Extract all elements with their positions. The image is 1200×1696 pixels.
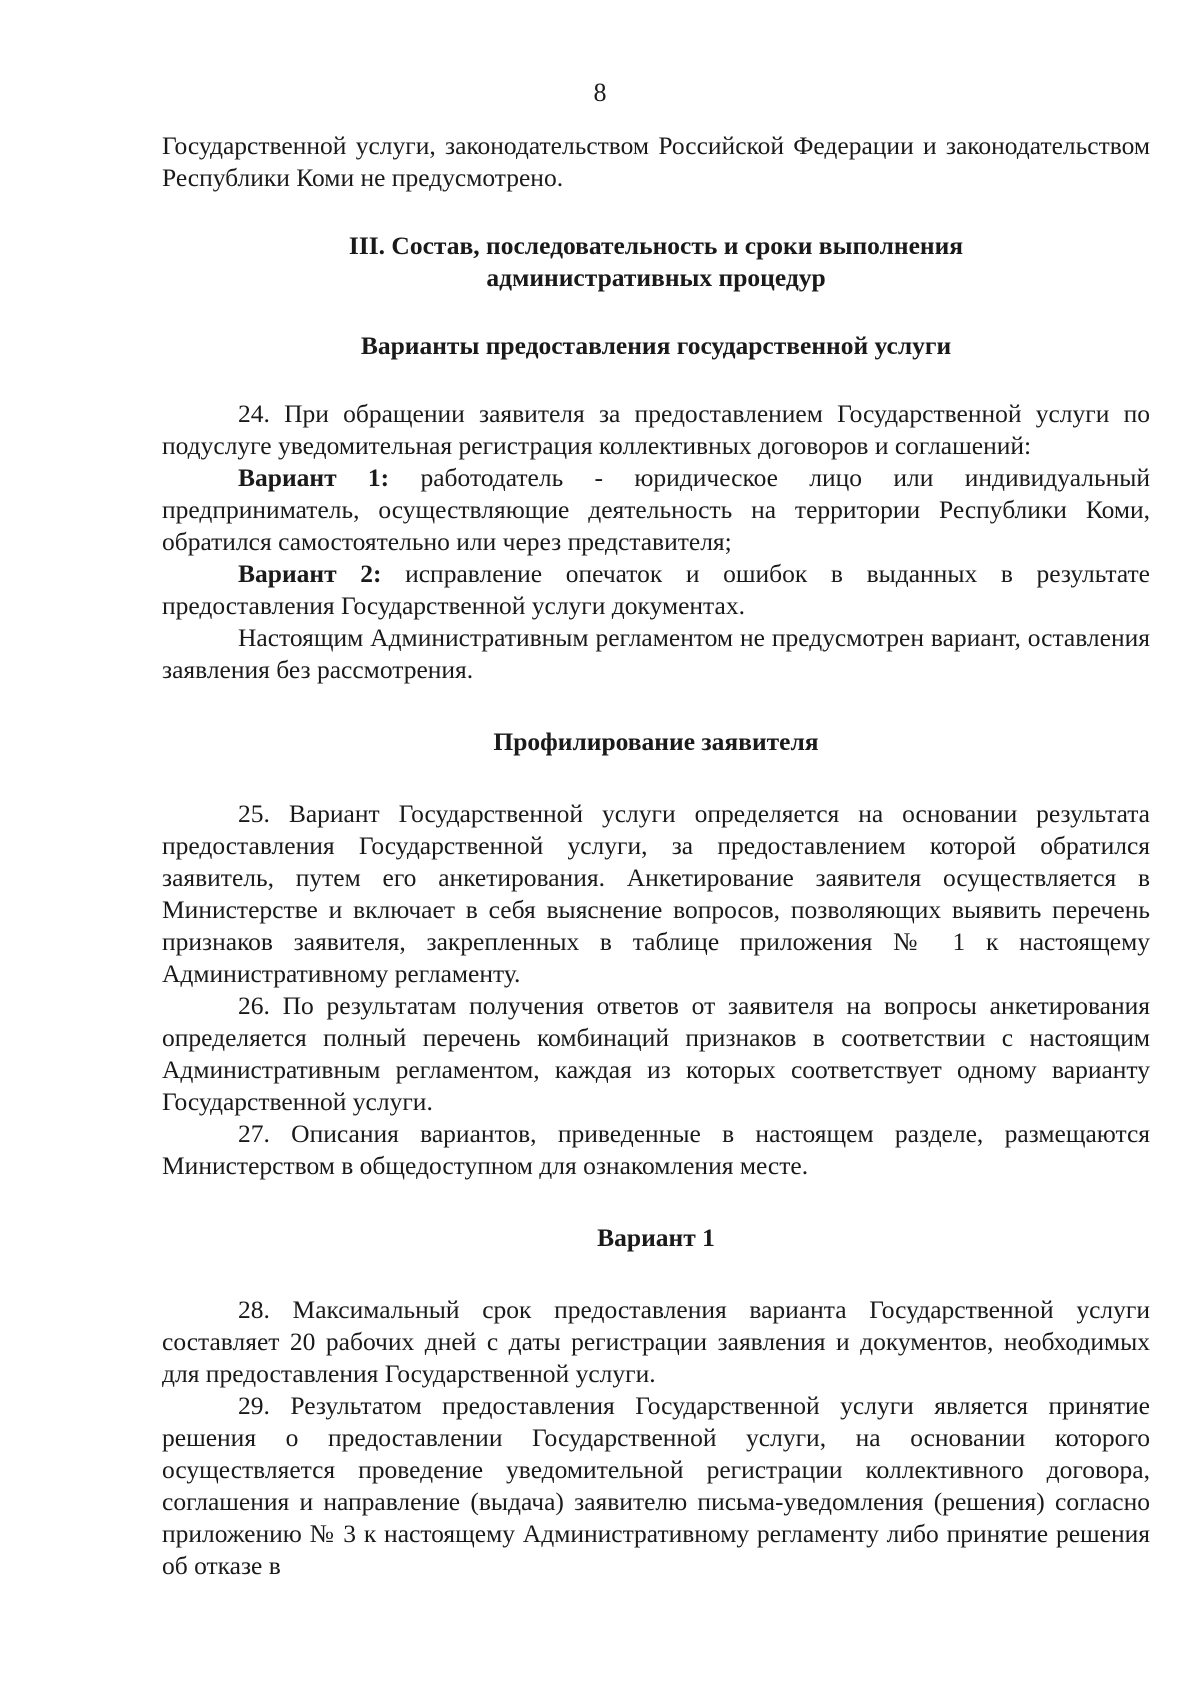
document-body: [162, 130, 1150, 1582]
section-title: [162, 230, 1150, 294]
paragraph-24-note: Настоящим Административным регламентом не предусмотрен вариант, оставления заявления без рассмотрения.: [162, 623, 1150, 684]
paragraph-27: 27. Описания вариантов, приведенные в настоящем разделе, размещаются Министерством в общедоступном для ознакомления месте.: [162, 1119, 1150, 1180]
paragraph-24: 24. При обращении заявителя за предоставлением Государственной услуги по подуслуге уведомительная регистрация коллективных договоров и соглашений:: [162, 399, 1150, 460]
paragraph-29: 29. Результатом предоставления Государственной услуги является принятие решения о предоставлении Государственной услуги, на основании которого осуществляется проведение уведомительной регистрации коллективного договора, соглашения и направление (выдача) заявителю письма-уведомления (решения) согласно приложению № 3 к настоящему Административному регламенту либо принятие решения об отказе в: [162, 1391, 1150, 1580]
page-number: 8: [593, 78, 607, 107]
variant-1-item: [162, 462, 1150, 558]
paragraph-25: 25. Вариант Государственной услуги определяется на основании результата предоставления Государственной услуги, за предоставлением которой обратился заявитель, путем его анкетирования. Анкетирование заявителя осуществляется в Министерстве и включает в себя выяснение вопросов, позволяющих выявить перечень признаков заявителя, закрепленных в таблице приложения № 1 к настоящему Административному регламенту.: [162, 799, 1150, 988]
heading-variants: Варианты предоставления государственной услуги: [360, 331, 952, 360]
variant-1-label: Вариант 1:: [238, 463, 390, 492]
variant-2-text: исправление опечаток и ошибок в выданных в результате предоставления Государственной услуги документах.: [162, 559, 1150, 620]
variant-2-item: [162, 558, 1150, 622]
heading-variant-1: Вариант 1: [597, 1223, 715, 1252]
paragraph-28: 28. Максимальный срок предоставления варианта Государственной услуги составляет 20 рабочих дней с даты регистрации заявления и документов, необходимых для предоставления Государственной услуги.: [162, 1295, 1150, 1388]
section-title-line2: административных процедур: [486, 263, 826, 292]
variant-1-text: работодатель - юридическое лицо или индивидуальный предприниматель, осуществляющие деятельность на территории Республики Коми, обратился самостоятельно или через представителя;: [162, 463, 1151, 556]
intro-paragraph: Государственной услуги, законодательством Российской Федерации и законодательством Республики Коми не предусмотрено.: [162, 131, 1150, 192]
section-title-line1: III. Состав, последовательность и сроки выполнения: [348, 231, 964, 260]
heading-profiling: Профилирование заявителя: [493, 727, 819, 756]
paragraph-26: 26. По результатам получения ответов от заявителя на вопросы анкетирования определяется полный перечень комбинаций признаков в соответствии с настоящим Административным регламентом, каждая из которых соответствует одному варианту Государственной услуги.: [162, 991, 1150, 1116]
variant-2-label: Вариант 2:: [238, 559, 382, 588]
